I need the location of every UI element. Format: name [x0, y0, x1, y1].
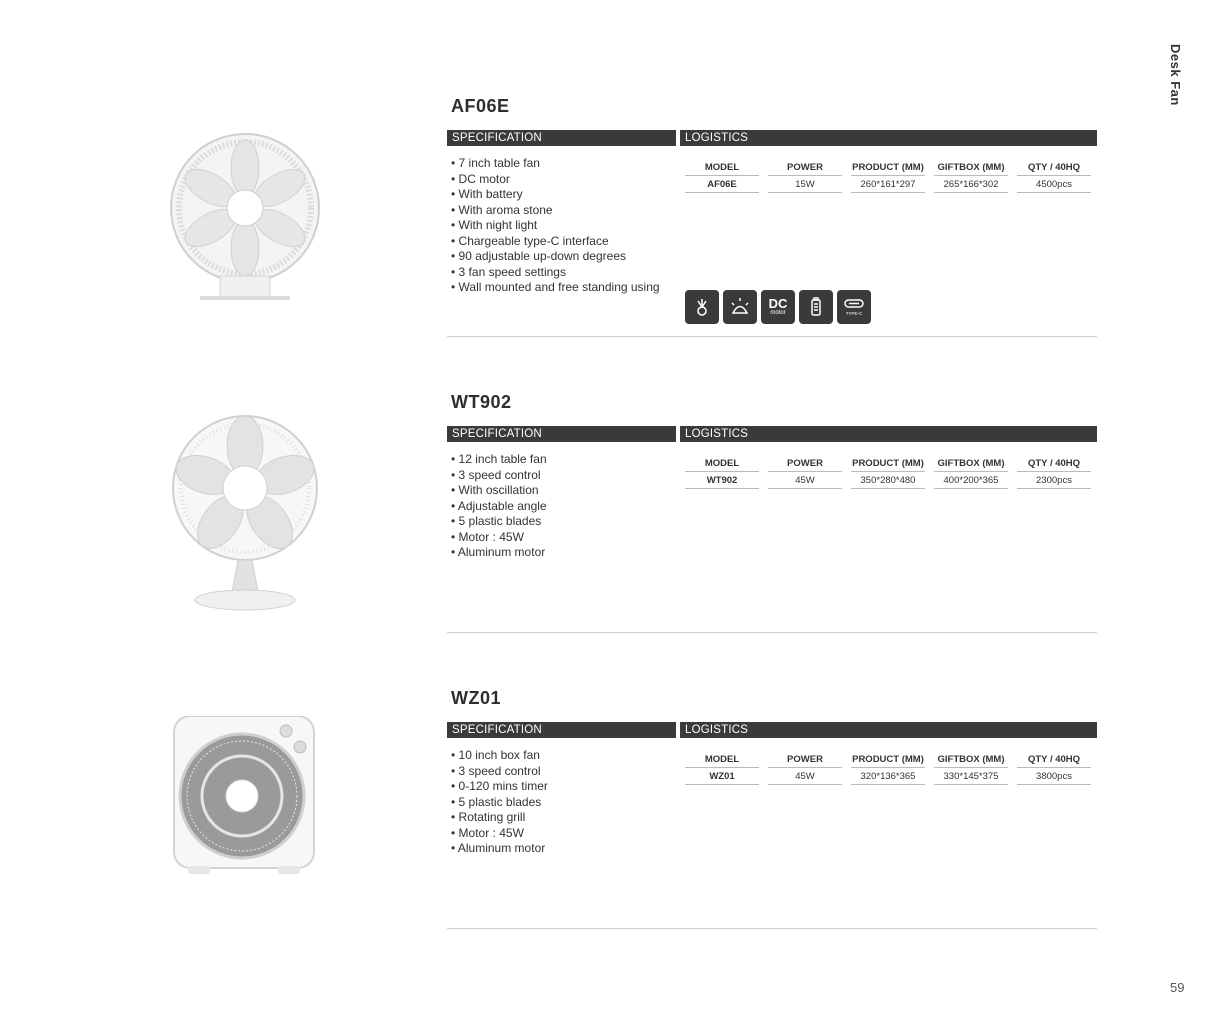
header-model: MODEL	[685, 752, 759, 768]
af06e-fan-image	[160, 126, 330, 316]
header-giftbox: GIFTBOX (MM)	[934, 456, 1008, 472]
cell-giftbox: 265*166*302	[934, 176, 1008, 193]
feature-item: • Rotating grill	[451, 810, 548, 826]
feature-icons	[685, 290, 871, 324]
cell-giftbox: 400*200*365	[934, 472, 1008, 489]
header-giftbox: GIFTBOX (MM)	[934, 160, 1008, 176]
feature-item: • With night light	[451, 218, 660, 234]
table-row	[685, 176, 1091, 193]
feature-item: • Motor : 45W	[451, 826, 548, 842]
cell-model: WZ01	[685, 768, 759, 785]
cell-qty: 4500pcs	[1017, 176, 1091, 193]
logistics-table	[676, 160, 1100, 193]
specification-bar: SPECIFICATION	[447, 130, 676, 146]
specification-bar: SPECIFICATION	[447, 722, 676, 738]
feature-item: • 3 fan speed settings	[451, 265, 660, 281]
feature-item: • With oscillation	[451, 483, 547, 499]
cell-giftbox: 330*145*375	[934, 768, 1008, 785]
feature-item: • 90 adjustable up-down degrees	[451, 249, 660, 265]
feature-item: • 3 speed control	[451, 764, 548, 780]
dc-motor-icon	[761, 290, 795, 324]
cell-model: WT902	[685, 472, 759, 489]
logistics-table	[676, 456, 1100, 489]
header-model: MODEL	[685, 160, 759, 176]
cell-model: AF06E	[685, 176, 759, 193]
feature-list	[451, 452, 547, 561]
specification-bar: SPECIFICATION	[447, 426, 676, 442]
header-product: PRODUCT (MM)	[851, 160, 925, 176]
feature-item: • Aluminum motor	[451, 841, 548, 857]
type-c-icon	[837, 290, 871, 324]
battery-icon	[799, 290, 833, 324]
feature-item: • 5 plastic blades	[451, 795, 548, 811]
dc-label: DC	[768, 295, 788, 311]
cell-power: 45W	[768, 768, 842, 785]
wt902-fan-image	[160, 410, 330, 620]
feature-item: • Wall mounted and free standing using	[451, 280, 660, 296]
logistics-bar: LOGISTICS	[680, 130, 1097, 146]
side-title: Desk Fan	[1168, 44, 1183, 106]
feature-item: • 5 plastic blades	[451, 514, 547, 530]
feature-list	[451, 748, 548, 857]
section-divider	[447, 336, 1097, 337]
logistics-bar: LOGISTICS	[680, 722, 1097, 738]
motor-label: motor	[770, 309, 786, 316]
header-power: POWER	[768, 160, 842, 176]
header-power: POWER	[768, 456, 842, 472]
product-wz01	[0, 688, 1219, 992]
header-qty: QTY / 40HQ	[1017, 160, 1091, 176]
model-title: WT902	[451, 392, 512, 412]
logistics-bar: LOGISTICS	[680, 426, 1097, 442]
header-qty: QTY / 40HQ	[1017, 456, 1091, 472]
cell-power: 45W	[768, 472, 842, 489]
cell-power: 15W	[768, 176, 842, 193]
feature-item: • Aluminum motor	[451, 545, 547, 561]
feature-item: • 10 inch box fan	[451, 748, 548, 764]
header-product: PRODUCT (MM)	[851, 456, 925, 472]
feature-item: • 7 inch table fan	[451, 156, 660, 172]
night-light-icon	[723, 290, 757, 324]
feature-item: • 12 inch table fan	[451, 452, 547, 468]
product-af06e	[0, 96, 1219, 400]
cell-qty: 2300pcs	[1017, 472, 1091, 489]
cell-product: 320*136*365	[851, 768, 925, 785]
feature-item: • 0-120 mins timer	[451, 779, 548, 795]
model-title: AF06E	[451, 96, 510, 116]
page-number: 59	[1170, 980, 1185, 995]
wz01-fan-image	[160, 716, 330, 886]
header-product: PRODUCT (MM)	[851, 752, 925, 768]
product-wt902	[0, 392, 1219, 696]
feature-list	[451, 156, 660, 296]
header-giftbox: GIFTBOX (MM)	[934, 752, 1008, 768]
table-row	[685, 768, 1091, 785]
logistics-table	[676, 752, 1100, 785]
feature-item: • DC motor	[451, 172, 660, 188]
cell-product: 260*161*297	[851, 176, 925, 193]
feature-item: • Motor : 45W	[451, 530, 547, 546]
model-title: WZ01	[451, 688, 502, 708]
header-model: MODEL	[685, 456, 759, 472]
feature-item: • Chargeable type-C interface	[451, 234, 660, 250]
header-power: POWER	[768, 752, 842, 768]
feature-item: • With aroma stone	[451, 203, 660, 219]
cell-product: 350*280*480	[851, 472, 925, 489]
aroma-icon	[685, 290, 719, 324]
type-c-label: TYPE-C	[845, 310, 863, 316]
feature-item: • 3 speed control	[451, 468, 547, 484]
feature-item: • With battery	[451, 187, 660, 203]
feature-item: • Adjustable angle	[451, 499, 547, 515]
table-row	[685, 472, 1091, 489]
header-qty: QTY / 40HQ	[1017, 752, 1091, 768]
section-divider	[447, 928, 1097, 929]
cell-qty: 3800pcs	[1017, 768, 1091, 785]
section-divider	[447, 632, 1097, 633]
